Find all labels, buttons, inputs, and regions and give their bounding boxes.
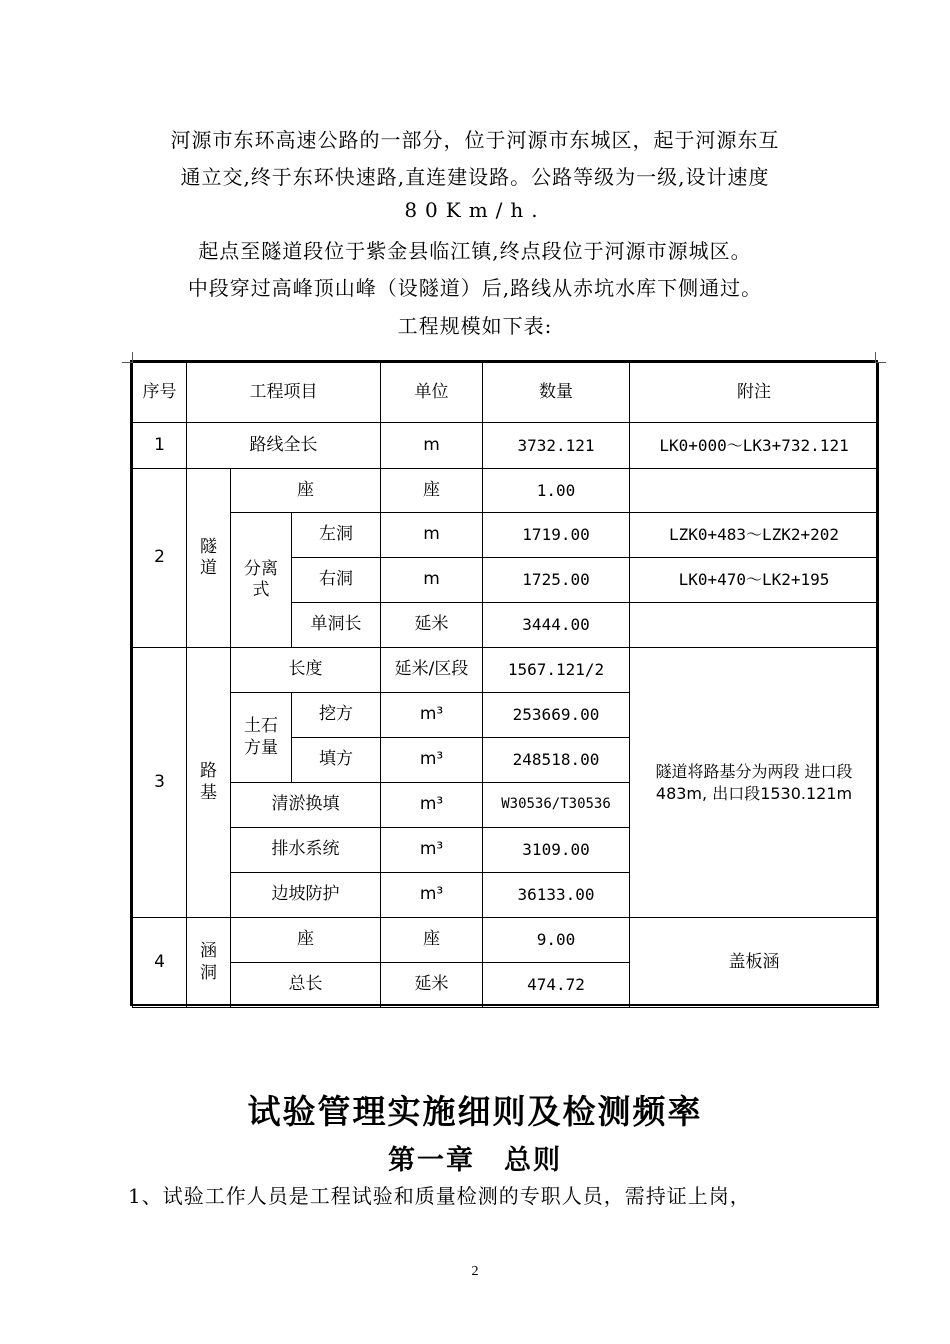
- unit-cell: m: [381, 513, 483, 558]
- qty-cell: 9.00: [483, 918, 630, 963]
- separate-label-text: 分离 式: [244, 558, 278, 600]
- intro-line-5: 中段穿过高峰顶山峰（设隧道）后,路线从赤坑水库下侧通过。: [187, 276, 763, 300]
- qty-cell: 36133.00: [483, 873, 630, 918]
- seq-cell: 3: [133, 648, 187, 918]
- item-cell: 单洞长: [292, 603, 381, 648]
- project-scale-table: [130, 360, 878, 1006]
- note-cell: LZK0+483～LZK2+202: [630, 513, 879, 558]
- qty-cell: 248518.00: [483, 738, 630, 783]
- intro-line-6: 工程规模如下表:: [397, 314, 553, 338]
- table-row: [133, 469, 879, 513]
- intro-line-1: 河源市东环高速公路的一部分，位于河源市东城区，起于河源东互: [170, 128, 780, 152]
- item-cell: 排水系统: [231, 828, 381, 873]
- roadbed-label-text: 路 基: [200, 761, 217, 803]
- unit-cell: m: [381, 558, 483, 603]
- tunnel-label-text: 隧 道: [200, 536, 217, 578]
- table-header-row: [133, 363, 879, 423]
- qty-cell: 3444.00: [483, 603, 630, 648]
- item-cell: 座: [231, 918, 381, 963]
- unit-cell: 延米: [381, 963, 483, 1008]
- table-row: [133, 918, 879, 963]
- note-cell: [630, 603, 879, 648]
- item-cell: 座: [231, 469, 381, 513]
- seq-cell: 4: [133, 918, 187, 1008]
- header-seq: 序号: [133, 363, 187, 423]
- culvert-label-text: 涵 洞: [200, 941, 217, 983]
- header-qty: 数量: [483, 363, 630, 423]
- seq-cell: 1: [133, 423, 187, 469]
- header-unit: 单位: [381, 363, 483, 423]
- qty-cell: 3732.121: [483, 423, 630, 469]
- unit-cell: m³: [381, 693, 483, 738]
- section-title: 试验管理实施细则及检测频率: [247, 1092, 703, 1131]
- item-cell: 填方: [292, 738, 381, 783]
- intro-line-4: 起点至隧道段位于紫金县临江镇,终点段位于河源市源城区。: [198, 239, 752, 263]
- unit-cell: 延米/区段: [381, 648, 483, 693]
- item-cell: 右洞: [292, 558, 381, 603]
- table-row: [133, 423, 879, 469]
- header-item: 工程项目: [187, 363, 381, 423]
- unit-cell: 延米: [381, 603, 483, 648]
- roadbed-note-cell: 隧道将路基分为两段 进口段483m, 出口段1530.121m: [630, 648, 879, 918]
- page-number: 2: [471, 1264, 479, 1279]
- qty-cell: 1719.00: [483, 513, 630, 558]
- note-cell: LK0+470～LK2+195: [630, 558, 879, 603]
- item-cell: 清淤换填: [231, 783, 381, 828]
- table-row: [133, 513, 879, 558]
- unit-cell: 座: [381, 918, 483, 963]
- culvert-label: [187, 918, 231, 1008]
- unit-cell: m³: [381, 828, 483, 873]
- item-cell: 边坡防护: [231, 873, 381, 918]
- qty-cell: W30536/T30536: [483, 783, 630, 828]
- qty-cell: 253669.00: [483, 693, 630, 738]
- earth-label: [231, 693, 292, 783]
- table-row: [133, 648, 879, 693]
- header-note: 附注: [630, 363, 879, 423]
- unit-cell: m³: [381, 783, 483, 828]
- item-cell: 长度: [231, 648, 381, 693]
- unit-cell: m³: [381, 873, 483, 918]
- earth-label-text: 土石 方量: [244, 716, 278, 758]
- qty-cell: 474.72: [483, 963, 630, 1008]
- tunnel-label: [187, 469, 231, 648]
- qty-cell: 3109.00: [483, 828, 630, 873]
- intro-line-2: 通立交,终于东环快速路,直连建设路。公路等级为一级,设计速度: [180, 165, 770, 189]
- seq-cell: 2: [133, 469, 187, 648]
- separate-label: [231, 513, 292, 648]
- item-cell: 左洞: [292, 513, 381, 558]
- unit-cell: m: [381, 423, 483, 469]
- culvert-note-cell: 盖板涵: [630, 918, 879, 1008]
- unit-cell: 座: [381, 469, 483, 513]
- roadbed-label: [187, 648, 231, 918]
- intro-line-3: 80Km/h.: [404, 198, 546, 222]
- item-cell: 总长: [231, 963, 381, 1008]
- item-cell: 挖方: [292, 693, 381, 738]
- item-cell: 路线全长: [187, 423, 381, 469]
- qty-cell: 1725.00: [483, 558, 630, 603]
- qty-cell: 1567.121/2: [483, 648, 630, 693]
- qty-cell: 1.00: [483, 469, 630, 513]
- chapter-title: 第一章 总则: [388, 1145, 562, 1176]
- note-cell: [630, 469, 879, 513]
- body-line-1: 1、试验工作人员是工程试验和质量检测的专职人员，需持证上岗，: [128, 1184, 751, 1208]
- unit-cell: m³: [381, 738, 483, 783]
- note-cell: LK0+000～LK3+732.121: [630, 423, 879, 469]
